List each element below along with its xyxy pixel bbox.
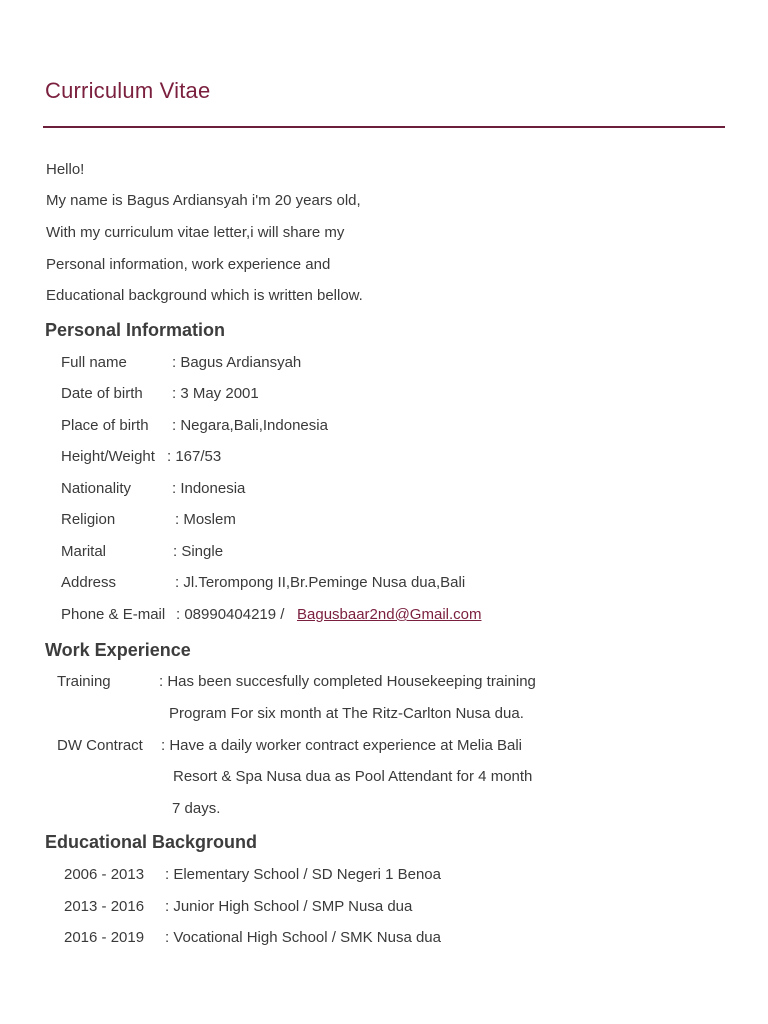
education-years: 2006 - 2013 xyxy=(64,866,145,883)
personal-label: Date of birth xyxy=(61,385,143,402)
work-line: 7 days. xyxy=(172,800,221,817)
personal-heading: Personal Information xyxy=(45,320,226,340)
personal-label: Height/Weight xyxy=(61,448,155,465)
education-value: : Junior High School / SMP Nusa dua xyxy=(165,898,413,915)
work-heading: Work Experience xyxy=(45,640,191,660)
work-line: : Have a daily worker contract experience at Melia Bali xyxy=(161,737,522,754)
intro-line: Educational background which is written bellow. xyxy=(46,287,363,304)
personal-label: Nationality xyxy=(61,480,132,497)
work-line: Resort & Spa Nusa dua as Pool Attendant for 4 month xyxy=(173,768,533,785)
work-label: DW Contract xyxy=(57,737,143,754)
work-line: : Has been succesfully completed Housekeeping training xyxy=(159,673,536,690)
personal-value: : Bagus Ardiansyah xyxy=(172,354,302,371)
personal-value: : Negara,Bali,Indonesia xyxy=(172,417,328,434)
intro-line: With my curriculum vitae letter,i will share my xyxy=(46,224,345,241)
email-link[interactable]: Bagusbaar2nd@Gmail.com xyxy=(297,606,482,623)
personal-label: Religion xyxy=(61,511,116,528)
contact-phone: : 08990404219 / xyxy=(176,606,285,623)
education-years: 2013 - 2016 xyxy=(64,898,145,915)
personal-value: : 3 May 2001 xyxy=(172,385,259,402)
personal-label: Address xyxy=(61,574,117,591)
education-value: : Elementary School / SD Negeri 1 Benoa xyxy=(165,866,441,883)
title-divider xyxy=(43,126,725,128)
intro-line: Personal information, work experience and xyxy=(46,256,331,273)
personal-label: Full name xyxy=(61,354,127,371)
personal-value: : Jl.Terompong II,Br.Peminge Nusa dua,Bali xyxy=(175,574,466,591)
education-years: 2016 - 2019 xyxy=(64,929,145,946)
personal-value: : 167/53 xyxy=(167,448,222,465)
personal-value: : Indonesia xyxy=(172,480,246,497)
cv-title: Curriculum Vitae xyxy=(45,78,211,103)
intro-line: My name is Bagus Ardiansyah i'm 20 years old, xyxy=(46,192,361,209)
work-line: Program For six month at The Ritz-Carlton Nusa dua. xyxy=(169,705,524,722)
work-label: Training xyxy=(57,673,111,690)
personal-value: : Moslem xyxy=(175,511,236,528)
personal-value: : Single xyxy=(173,543,224,560)
personal-label: Marital xyxy=(61,543,107,560)
intro-line: Hello! xyxy=(46,161,85,178)
education-value: : Vocational High School / SMK Nusa dua xyxy=(165,929,441,946)
contact-label: Phone & E-mail xyxy=(61,606,166,623)
personal-label: Place of birth xyxy=(61,417,149,434)
education-heading: Educational Background xyxy=(45,832,258,852)
